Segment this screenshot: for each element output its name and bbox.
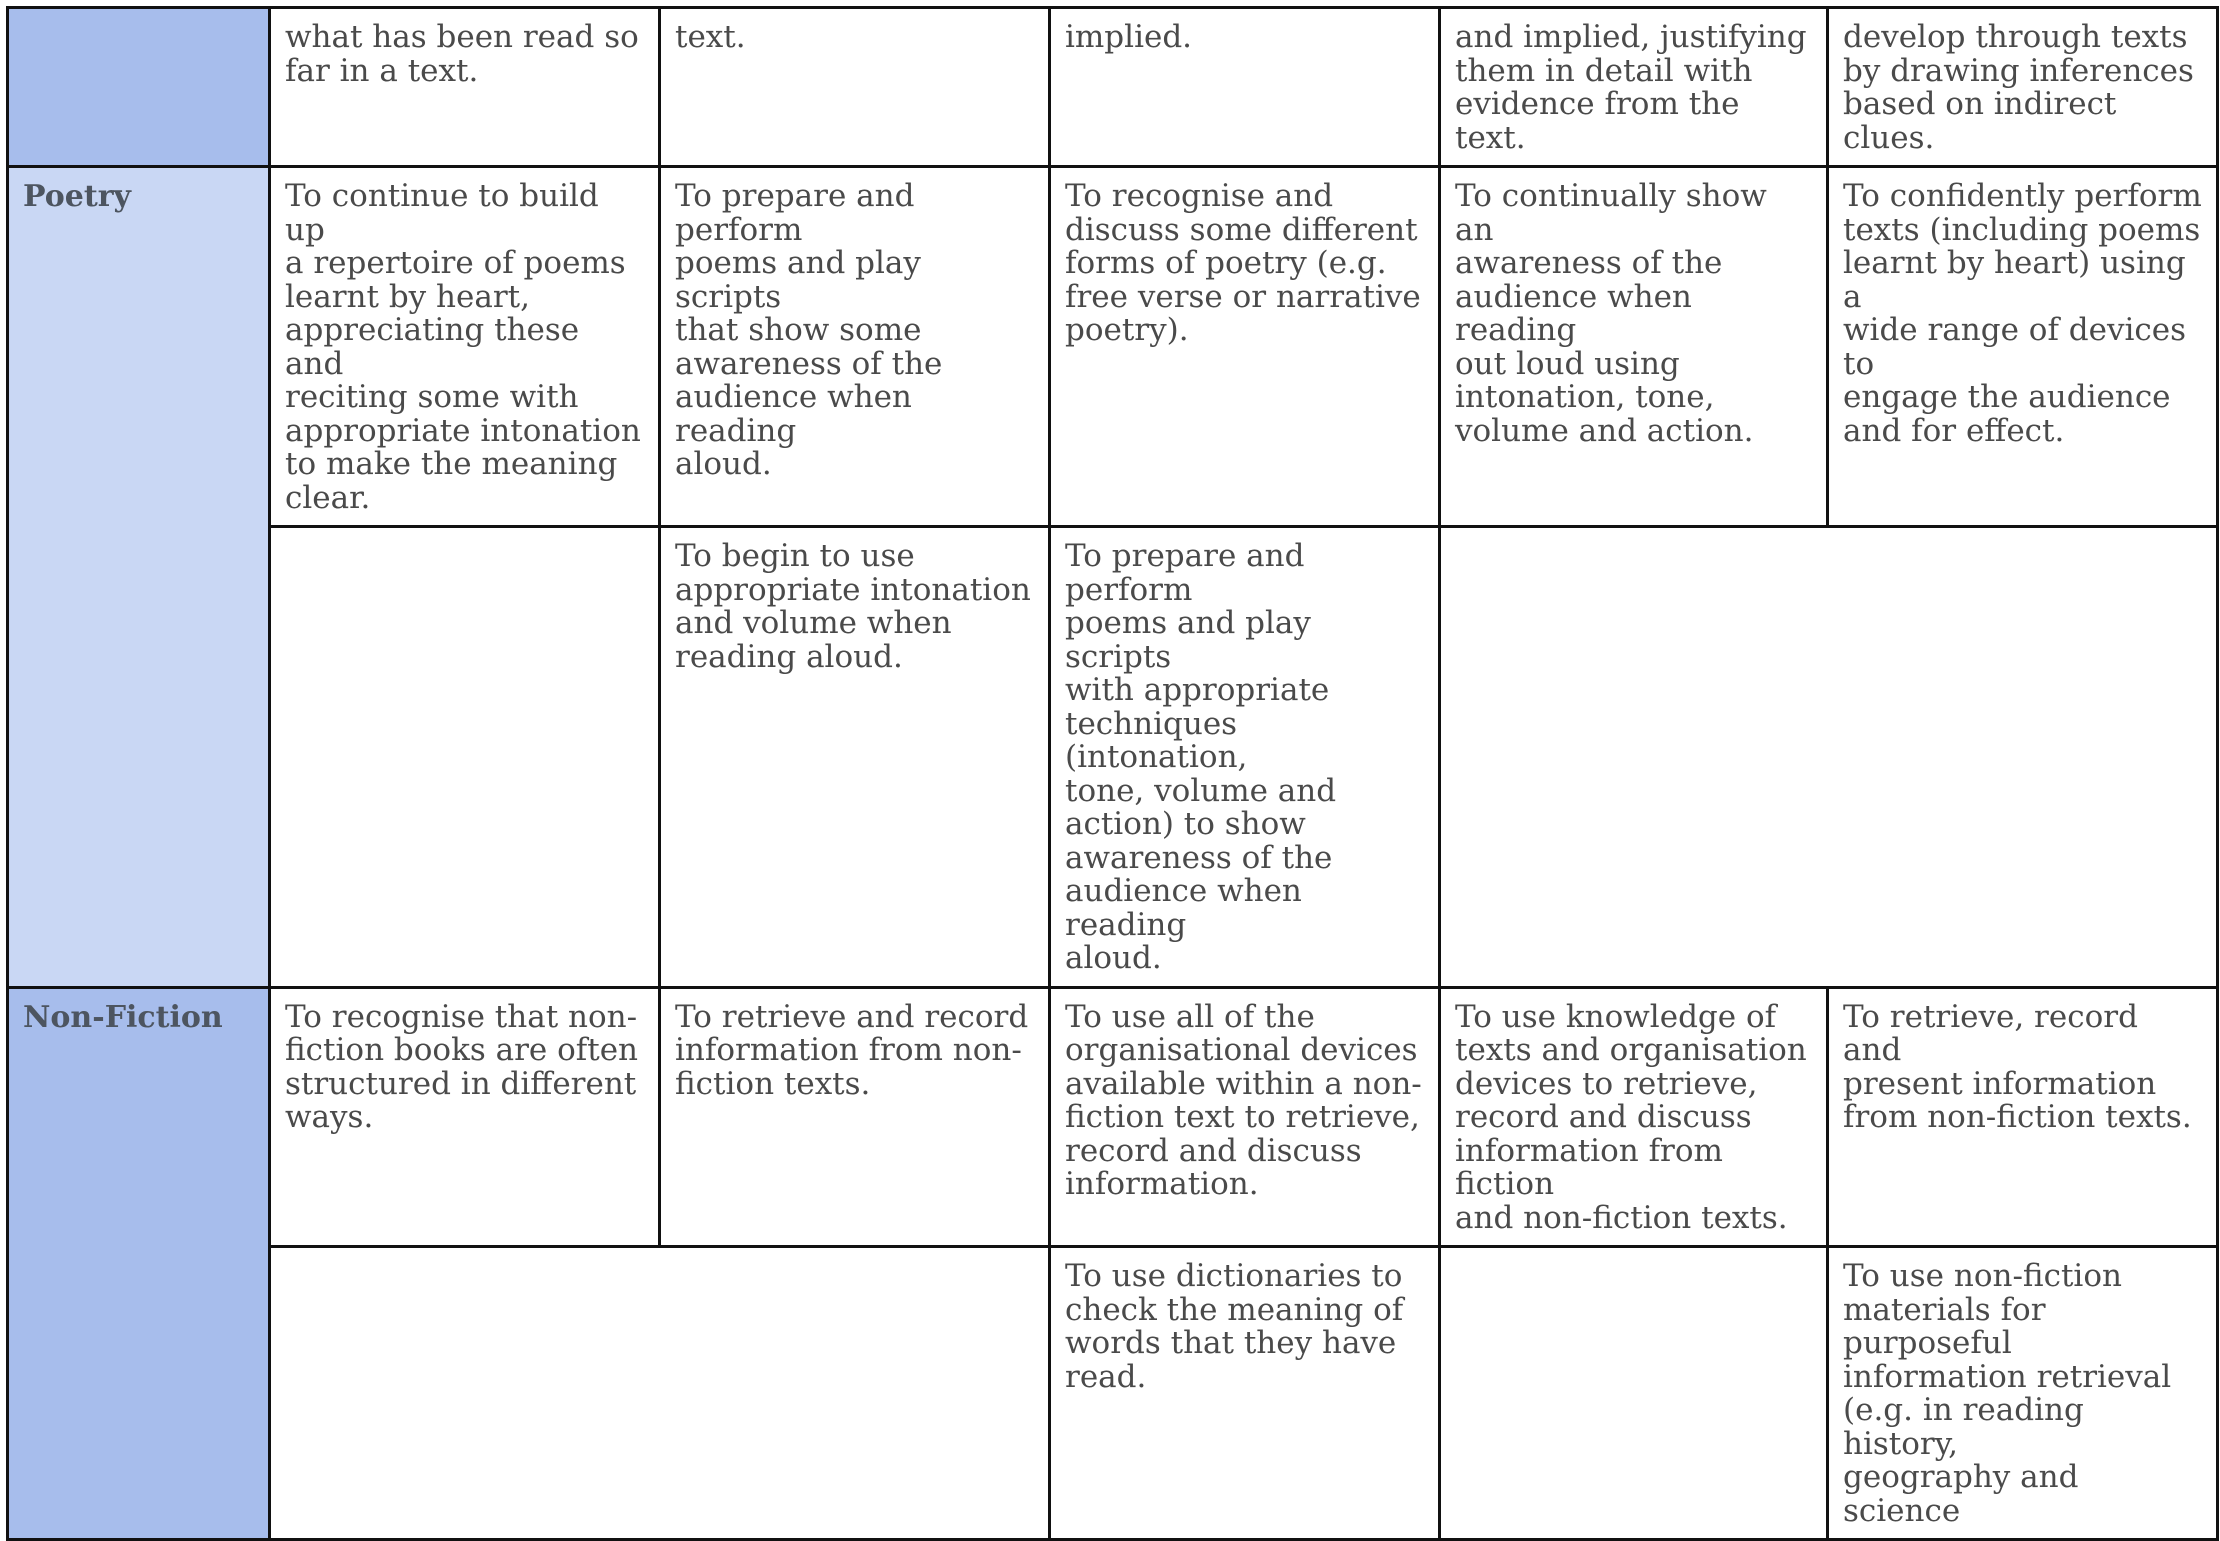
cell-text: what has been read so far in a text. bbox=[285, 19, 639, 89]
curriculum-table bbox=[6, 6, 2219, 1541]
table-cell bbox=[1440, 1247, 1828, 1540]
row-header-top bbox=[8, 8, 270, 167]
cell-text: To recognise and discuss some different forms of poetry (e.g. free verse or narrative poetry). bbox=[1065, 178, 1421, 348]
table-row-poetry-1 bbox=[8, 167, 2218, 527]
table-cell bbox=[1440, 8, 1828, 167]
cell-text: text. bbox=[675, 19, 746, 55]
table-cell bbox=[660, 167, 1050, 527]
cell-text: To use non-fiction materials for purposeful information retrieval (e.g. in reading history, geography and science bbox=[1843, 1258, 2172, 1529]
table-cell bbox=[660, 8, 1050, 167]
cell-text: To retrieve and record information from non- fiction texts. bbox=[675, 998, 1029, 1102]
table-cell bbox=[1828, 1247, 2218, 1540]
row-header-label: Non-Fiction bbox=[23, 999, 223, 1035]
cell-text: To continue to build up a repertoire of poems learnt by heart, appreciating these and reciting some with appropriate intonation to make the meaning clear. bbox=[285, 178, 641, 516]
table-cell-merged bbox=[1440, 527, 2218, 988]
table-row-nonfiction-1 bbox=[8, 987, 2218, 1247]
cell-text: develop through texts by drawing inferences based on indirect clues. bbox=[1843, 19, 2194, 156]
cell-text: To use all of the organisational devices available within a non- fiction text to retrieve, record and discuss information. bbox=[1065, 998, 1422, 1202]
table-cell bbox=[1828, 987, 2218, 1247]
cell-text: To continually show an awareness of the audience when reading out loud using intonation, tone, volume and action. bbox=[1455, 178, 1767, 449]
cell-text: To use knowledge of texts and organisation devices to retrieve, record and discuss information from fiction and non-fiction texts. bbox=[1455, 998, 1807, 1236]
table-cell bbox=[1050, 987, 1440, 1247]
table-cell bbox=[660, 527, 1050, 988]
table-cell bbox=[1050, 1247, 1440, 1540]
table-cell bbox=[270, 167, 660, 527]
cell-text: To recognise that non- fiction books are often structured in different ways. bbox=[285, 998, 639, 1135]
table-row-nonfiction-2 bbox=[8, 1247, 2218, 1540]
table-cell-merged bbox=[270, 1247, 1050, 1540]
cell-text: To prepare and perform poems and play scripts with appropriate techniques (intonation, tone, volume and action) to show awareness of the audience when reading aloud. bbox=[1065, 538, 1337, 976]
cell-text: To retrieve, record and present information from non-fiction texts. bbox=[1843, 998, 2192, 1135]
table-row-top bbox=[8, 8, 2218, 167]
table-cell bbox=[1050, 527, 1440, 988]
table-cell bbox=[1828, 8, 2218, 167]
cell-text: To prepare and perform poems and play scripts that show some awareness of the audience when reading aloud. bbox=[675, 178, 943, 482]
table-cell bbox=[1440, 167, 1828, 527]
cell-text: To begin to use appropriate intonation and volume when reading aloud. bbox=[675, 538, 1031, 675]
cell-text: implied. bbox=[1065, 19, 1193, 55]
row-header-poetry bbox=[8, 167, 270, 988]
table-cell bbox=[1440, 987, 1828, 1247]
row-header-label: Poetry bbox=[23, 179, 131, 214]
table-cell bbox=[660, 987, 1050, 1247]
table-cell bbox=[270, 527, 660, 988]
cell-text: To use dictionaries to check the meaning of words that they have read. bbox=[1065, 1258, 1404, 1395]
table-cell bbox=[270, 987, 660, 1247]
table-cell bbox=[270, 8, 660, 167]
table-cell bbox=[1828, 167, 2218, 527]
cell-text: and implied, justifying them in detail with evidence from the text. bbox=[1455, 19, 1807, 156]
cell-text: To confidently perform texts (including poems learnt by heart) using a wide range of devices to engage the audience and for effect. bbox=[1843, 178, 2202, 449]
table-cell bbox=[1050, 8, 1440, 167]
table-row-poetry-2 bbox=[8, 527, 2218, 988]
row-header-nonfiction bbox=[8, 987, 270, 1540]
table-cell bbox=[1050, 167, 1440, 527]
